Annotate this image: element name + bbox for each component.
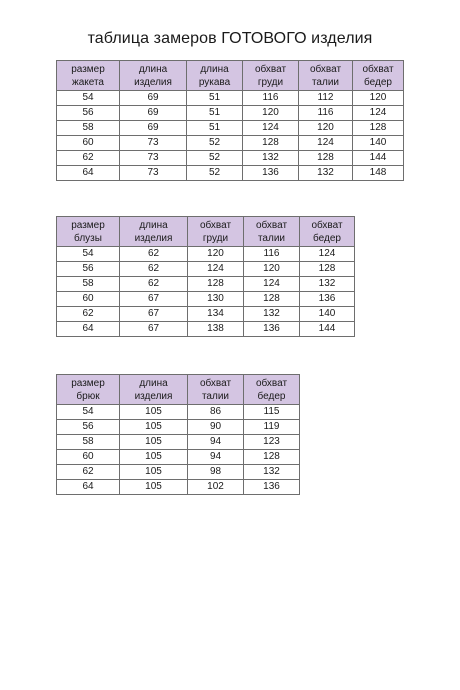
table-cell: 120: [353, 91, 404, 106]
table-cell: 124: [300, 247, 355, 262]
column-header: [243, 61, 299, 91]
page-title: таблица замеров ГОТОВОГО изделия: [87, 30, 373, 47]
column-header-line: изделия: [134, 232, 173, 244]
table-cell: 60: [57, 136, 120, 151]
table-cell: 138: [188, 322, 244, 337]
table-cell: 67: [120, 307, 188, 322]
table-cell: 56: [57, 420, 120, 435]
table-cell: 120: [244, 262, 300, 277]
column-header: [244, 375, 300, 405]
table-cell: 52: [187, 151, 243, 166]
table-cell: 124: [299, 136, 353, 151]
pants-size-table: [56, 374, 300, 495]
table-row: [57, 91, 404, 106]
table-row: [57, 420, 300, 435]
table-row: [57, 262, 355, 277]
table-cell: 69: [120, 121, 187, 136]
table-cell: 105: [120, 420, 188, 435]
table-cell: 132: [299, 166, 353, 181]
column-header-line: изделия: [134, 76, 172, 88]
column-header: [188, 217, 244, 247]
table-cell: 130: [188, 292, 244, 307]
header-row: [57, 61, 404, 91]
table-cell: 140: [300, 307, 355, 322]
table-row: [57, 121, 404, 136]
column-header-line: талии: [311, 76, 340, 88]
table-cell: 64: [57, 480, 120, 495]
column-header-line: бедер: [313, 232, 341, 244]
table-row: [57, 465, 300, 480]
table-cell: 105: [120, 480, 188, 495]
table-cell: 54: [57, 405, 120, 420]
table-cell: 64: [57, 166, 120, 181]
table-cell: 136: [243, 166, 299, 181]
table-cell: 67: [120, 322, 188, 337]
column-header-line: размер: [71, 219, 105, 231]
table-cell: 69: [120, 106, 187, 121]
table-cell: 67: [120, 292, 188, 307]
blouse-size-table: [56, 216, 355, 337]
table-cell: 120: [243, 106, 299, 121]
column-header: [299, 61, 353, 91]
table-cell: 119: [244, 420, 300, 435]
column-header: [300, 217, 355, 247]
table-row: [57, 106, 404, 121]
table-cell: 116: [243, 91, 299, 106]
table-row: [57, 450, 300, 465]
table-cell: 128: [244, 292, 300, 307]
table-row: [57, 136, 404, 151]
table-cell: 58: [57, 277, 120, 292]
table-cell: 58: [57, 121, 120, 136]
table-cell: 56: [57, 262, 120, 277]
table-cell: 58: [57, 435, 120, 450]
column-header-line: талии: [257, 232, 286, 244]
table-cell: 124: [243, 121, 299, 136]
table-cell: 52: [187, 166, 243, 181]
table-cell: 94: [188, 435, 244, 450]
table-cell: 73: [120, 151, 187, 166]
table-cell: 60: [57, 292, 120, 307]
table-cell: 136: [300, 292, 355, 307]
table-cell: 124: [188, 262, 244, 277]
table-row: [57, 405, 300, 420]
table-cell: 128: [299, 151, 353, 166]
table-cell: 120: [299, 121, 353, 136]
table-cell: 62: [57, 465, 120, 480]
column-header: [353, 61, 404, 91]
table-cell: 73: [120, 166, 187, 181]
table-row: [57, 292, 355, 307]
column-header-line: рукава: [198, 76, 231, 88]
column-header-line: обхват: [311, 219, 343, 231]
table-cell: 124: [244, 277, 300, 292]
header-row: [57, 375, 300, 405]
table-cell: 51: [187, 91, 243, 106]
column-header: [120, 217, 188, 247]
column-header: [187, 61, 243, 91]
column-header-line: обхват: [255, 219, 288, 231]
table-cell: 62: [57, 307, 120, 322]
column-header-line: обхват: [309, 63, 342, 75]
column-header: [120, 375, 188, 405]
table-row: [57, 435, 300, 450]
table-cell: 132: [244, 465, 300, 480]
table-cell: 116: [244, 247, 300, 262]
column-header-line: брюк: [76, 390, 100, 402]
table-cell: 54: [57, 91, 120, 106]
table-cell: 105: [120, 465, 188, 480]
table-cell: 128: [300, 262, 355, 277]
table-cell: 90: [188, 420, 244, 435]
table-row: [57, 307, 355, 322]
table-cell: 98: [188, 465, 244, 480]
table-cell: 124: [353, 106, 404, 121]
table-cell: 69: [120, 91, 187, 106]
table-cell: 136: [244, 480, 300, 495]
table-cell: 51: [187, 106, 243, 121]
column-header-line: бедер: [257, 390, 286, 402]
column-header-line: длина: [139, 377, 168, 389]
table-cell: 94: [188, 450, 244, 465]
jacket-size-table: [56, 60, 404, 181]
table-cell: 62: [120, 277, 188, 292]
table-cell: 73: [120, 136, 187, 151]
column-header-line: обхват: [254, 63, 287, 75]
table-row: [57, 166, 404, 181]
column-header-line: обхват: [362, 63, 394, 75]
table-cell: 112: [299, 91, 353, 106]
table-row: [57, 247, 355, 262]
table-cell: 128: [244, 450, 300, 465]
table-cell: 86: [188, 405, 244, 420]
table-cell: 132: [244, 307, 300, 322]
column-header: [57, 217, 120, 247]
table-cell: 132: [300, 277, 355, 292]
column-header-line: обхват: [255, 377, 288, 389]
column-header-line: изделия: [134, 390, 173, 402]
table-cell: 52: [187, 136, 243, 151]
column-header-line: длина: [138, 63, 168, 75]
table-row: [57, 322, 355, 337]
table-cell: 123: [244, 435, 300, 450]
column-header: [188, 375, 244, 405]
table-cell: 60: [57, 450, 120, 465]
column-header-line: груди: [257, 76, 284, 88]
column-header-line: размер: [71, 377, 105, 389]
table-cell: 128: [243, 136, 299, 151]
table-cell: 148: [353, 166, 404, 181]
table-cell: 115: [244, 405, 300, 420]
table-cell: 132: [243, 151, 299, 166]
column-header-line: размер: [71, 63, 105, 75]
table-cell: 62: [120, 247, 188, 262]
table-cell: 105: [120, 450, 188, 465]
table-cell: 56: [57, 106, 120, 121]
table-cell: 51: [187, 121, 243, 136]
table-cell: 102: [188, 480, 244, 495]
table-cell: 140: [353, 136, 404, 151]
column-header-line: блузы: [74, 232, 102, 244]
column-header-line: длина: [139, 219, 168, 231]
table-cell: 116: [299, 106, 353, 121]
column-header-line: обхват: [199, 377, 232, 389]
column-header: [120, 61, 187, 91]
column-header-line: талии: [201, 390, 230, 402]
table-row: [57, 151, 404, 166]
column-header: [244, 217, 300, 247]
table-cell: 144: [300, 322, 355, 337]
table-cell: 62: [57, 151, 120, 166]
column-header-line: жакета: [72, 76, 104, 88]
column-header: [57, 375, 120, 405]
column-header-line: обхват: [199, 219, 232, 231]
column-header-line: длина: [200, 63, 229, 75]
table-cell: 128: [353, 121, 404, 136]
table-row: [57, 480, 300, 495]
column-header-line: груди: [202, 232, 229, 244]
table-cell: 54: [57, 247, 120, 262]
table-cell: 128: [188, 277, 244, 292]
table-cell: 144: [353, 151, 404, 166]
table-cell: 64: [57, 322, 120, 337]
table-cell: 120: [188, 247, 244, 262]
table-cell: 62: [120, 262, 188, 277]
table-cell: 136: [244, 322, 300, 337]
table-row: [57, 277, 355, 292]
table-cell: 134: [188, 307, 244, 322]
column-header-line: бедер: [364, 76, 392, 88]
table-cell: 105: [120, 405, 188, 420]
table-cell: 105: [120, 435, 188, 450]
header-row: [57, 217, 355, 247]
column-header: [57, 61, 120, 91]
